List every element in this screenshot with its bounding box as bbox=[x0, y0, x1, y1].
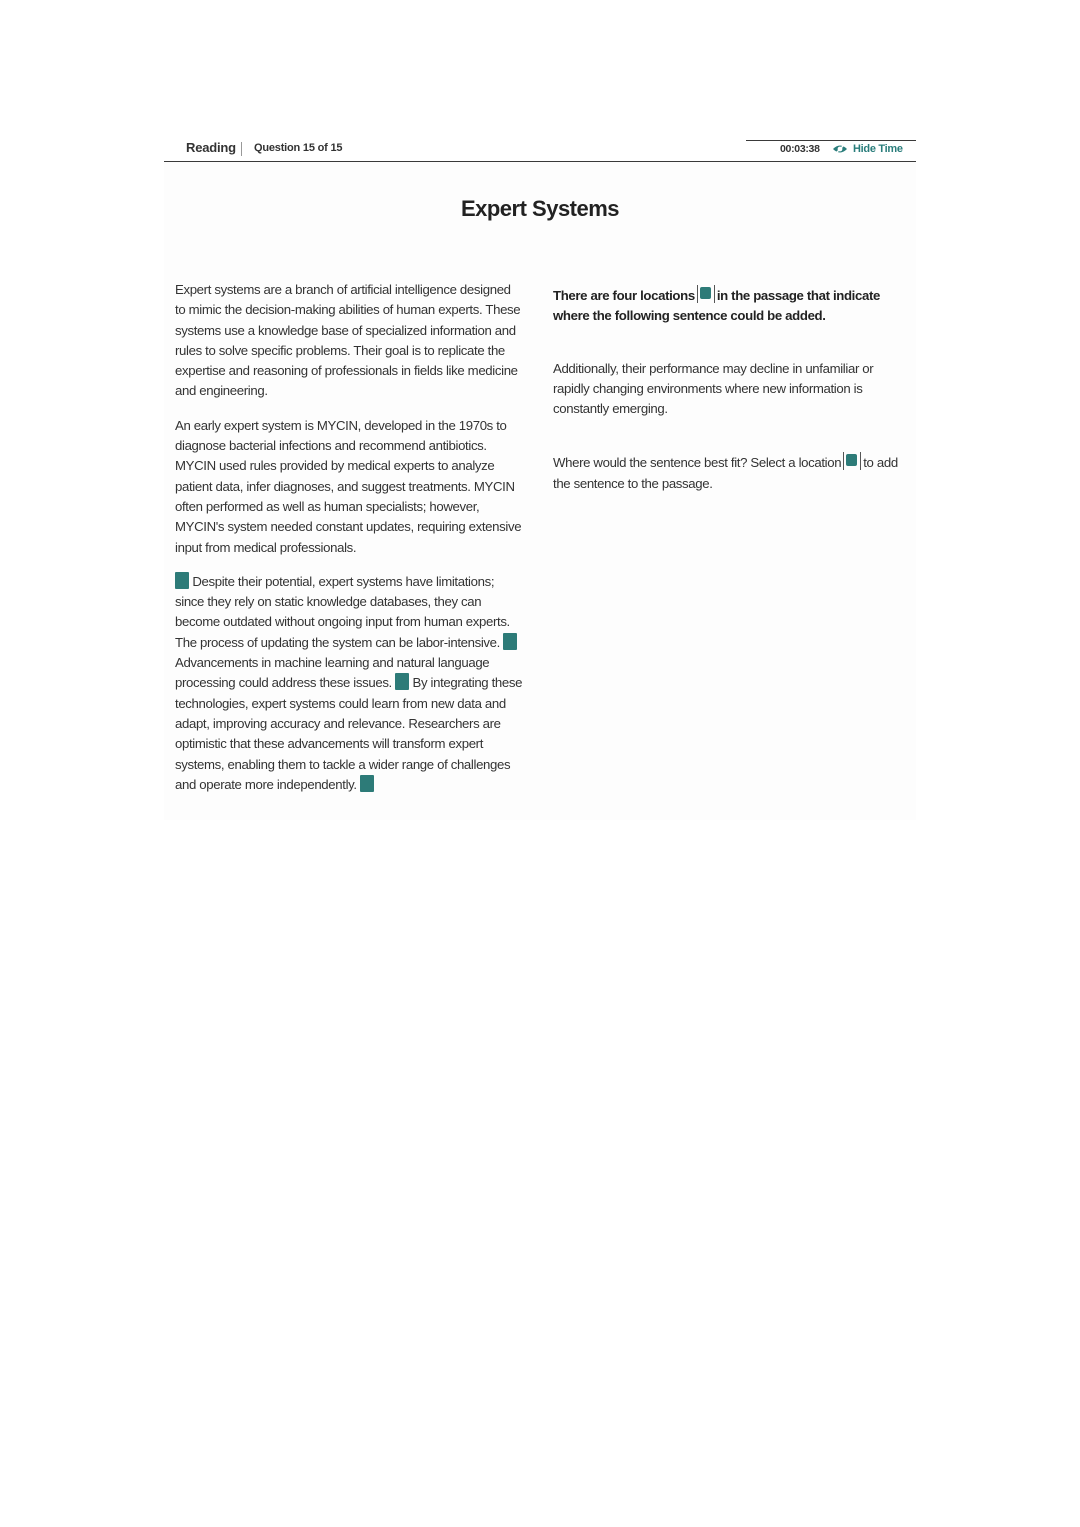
insert-location-marker[interactable] bbox=[503, 633, 517, 650]
timer-area bbox=[746, 140, 916, 162]
question-panel bbox=[553, 285, 903, 494]
sentence-to-insert: Additionally, their performance may decline in unfamiliar or rapidly changing environments where new information is constantly emerging. bbox=[553, 360, 874, 417]
question-prompt bbox=[553, 452, 903, 494]
paragraph-3-sentence-2: Advancements in machine learning and natural language processing could address these issues. bbox=[175, 655, 490, 691]
paragraph-3-sentence-3: By integrating these technologies, expert systems could learn from new data and adapt, improving accuracy and relevance. Researchers are optimistic that these advancements will transform expert systems, enabling them to tackle a wider range of challenges and operate more independently. bbox=[175, 675, 523, 792]
top-bar bbox=[164, 128, 916, 162]
instruction-text-start: There are four locations bbox=[553, 288, 695, 303]
reading-passage bbox=[175, 280, 523, 809]
insert-location-marker[interactable] bbox=[360, 775, 374, 792]
location-marker-icon bbox=[697, 285, 715, 303]
passage-paragraph-2: An early expert system is MYCIN, developed in the 1970s to diagnose bacterial infections and recommend antibiotics. MYCIN used rules provided by medical experts to analyze patient data, infer diagnoses, and suggest treatments. MYCIN often performed as well as human specialists; however, MYCIN's system needed constant updates, requiring extensive input from medical professionals. bbox=[175, 417, 522, 555]
question-counter: Question 15 of 15 bbox=[254, 142, 343, 154]
section-label: Reading bbox=[186, 140, 236, 155]
prompt-text-start: Where would the sentence best fit? Select a location bbox=[553, 455, 842, 471]
paragraph-3-sentence-1: Despite their potential, expert systems have limitations; since they rely on static knowledge databases, they can become outdated without ongoing input from human experts. The process of updating the system can be labor-intensive. bbox=[175, 573, 510, 650]
eye-icon[interactable] bbox=[832, 142, 848, 154]
location-marker-icon bbox=[843, 452, 861, 470]
passage-title: Expert Systems bbox=[460, 196, 620, 221]
test-window bbox=[164, 128, 916, 820]
passage-paragraph-1: Expert systems are a branch of artificial intelligence designed to mimic the decision-making abilities of human experts. These systems use a knowledge base of specialized information and rules to solve specific problems. Their goal is to replicate the expertise and reasoning of professionals in fields like medicine and engineering. bbox=[175, 282, 521, 399]
timer-display: 00:03:38 bbox=[780, 143, 820, 155]
header-divider bbox=[241, 142, 242, 156]
insert-location-marker[interactable] bbox=[395, 673, 409, 690]
question-instruction bbox=[553, 285, 903, 327]
insert-location-marker[interactable] bbox=[175, 572, 189, 589]
instruction-text-end: in the passage that indicate where the following sentence could be added. bbox=[553, 288, 880, 324]
passage-paragraph-3 bbox=[175, 572, 523, 795]
prompt-text-end: to add the sentence to the passage. bbox=[553, 455, 898, 491]
hide-time-button[interactable]: Hide Time bbox=[853, 143, 903, 155]
